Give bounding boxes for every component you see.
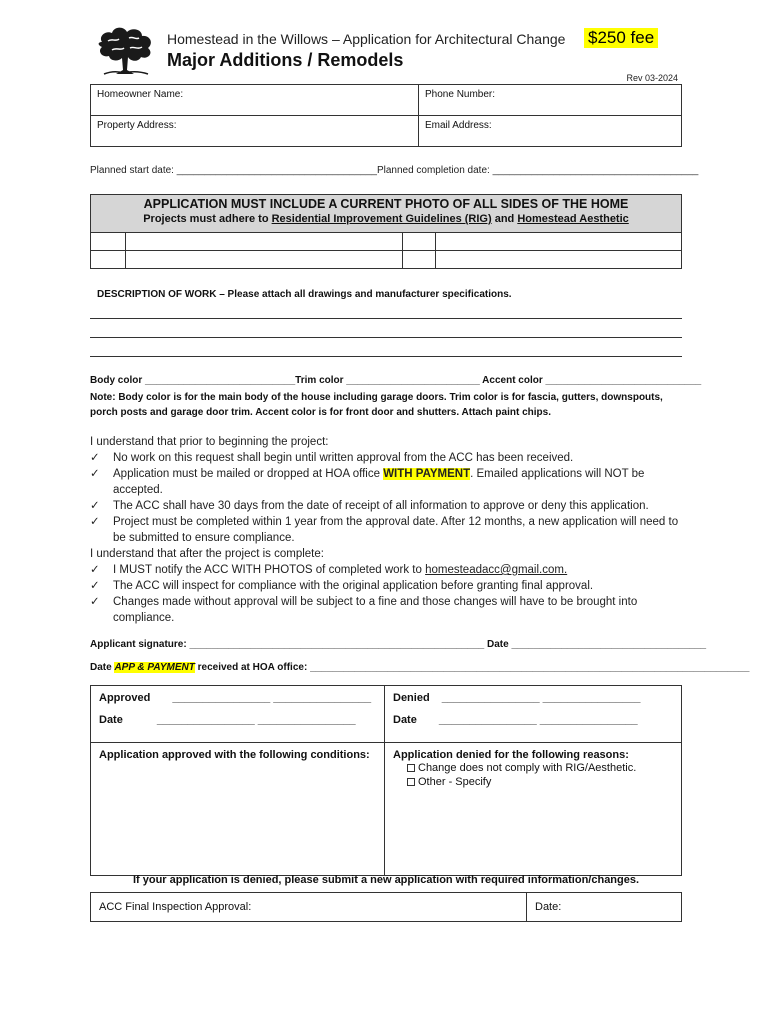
- requirements-banner: [90, 194, 682, 232]
- checkmark-icon: ✓: [90, 596, 100, 608]
- before-heading: I understand that prior to beginning the project:: [90, 436, 329, 448]
- fee-badge: $250 fee: [584, 28, 658, 48]
- approved-date-line: [99, 714, 376, 736]
- email-address-label: Email Address:: [425, 120, 492, 131]
- list-item: ✓ Changes made without approval will be subject to a fine and those changes will have to be brought into compliance.: [90, 596, 638, 624]
- homeowner-name-field[interactable]: [91, 85, 419, 116]
- final-date-label: Date:: [535, 901, 562, 913]
- property-address-label: Property Address:: [97, 120, 177, 131]
- revision-label: Rev 03-2024: [626, 73, 678, 83]
- approved-cell[interactable]: [91, 686, 385, 743]
- acc-email-link[interactable]: homesteadacc@gmail.com.: [425, 564, 568, 576]
- denied-date-label: Date: [393, 714, 417, 726]
- description-line[interactable]: [90, 356, 682, 357]
- approved-date-blanks[interactable]: ________________ ________________: [156, 714, 356, 726]
- reason-option[interactable]: Other - Specify: [407, 775, 673, 789]
- planned-dates-line[interactable]: Planned start date: ____________________________________Planned completion date: _____________________________________: [90, 165, 699, 176]
- phone-number-label: Phone Number:: [425, 89, 496, 100]
- description-line[interactable]: [90, 337, 682, 338]
- header-org-line: Homestead in the Willows – Application for Architectural Change: [167, 31, 566, 47]
- guidelines-requirement: [91, 213, 681, 225]
- denied-line: [393, 692, 673, 714]
- grid-cell[interactable]: [436, 233, 682, 251]
- after-heading: I understand that after the project is complete:: [90, 548, 324, 560]
- denied-blanks[interactable]: ________________ ________________: [441, 692, 641, 704]
- checkmark-icon: ✓: [90, 500, 100, 512]
- homeowner-info-table: [90, 84, 682, 147]
- denied-label: Denied: [393, 692, 430, 704]
- approved-blanks[interactable]: ________________ ________________: [172, 692, 372, 704]
- final-inspection-label: ACC Final Inspection Approval:: [99, 901, 252, 913]
- denied-reasons-label: Application denied for the following reasons:: [393, 749, 629, 761]
- denied-note: If your application is denied, please submit a new application with required information/changes.: [132, 874, 640, 886]
- rig-link[interactable]: Residential Improvement Guidelines (RIG): [271, 213, 492, 225]
- list-item: ✓ No work on this request shall begin until written approval from the ACC has been received.: [90, 452, 574, 464]
- checkmark-icon: ✓: [90, 468, 100, 480]
- checkmark-icon: ✓: [90, 564, 100, 576]
- email-address-field[interactable]: [419, 116, 682, 147]
- received-date-line[interactable]: Date APP & PAYMENT received at HOA office: _______________________________________________________________________________: [90, 662, 750, 673]
- checkbox-icon[interactable]: [407, 764, 415, 772]
- guidelines-prefix: Projects must adhere to: [143, 213, 272, 225]
- colors-note: Note: Body color is for the main body of the house including garage doors. Trim color is for fascia, gutters, downspouts, porch posts and garage door trim. Accent color is for front door and shutters. Attach paint chips.: [90, 392, 663, 418]
- description-label: DESCRIPTION OF WORK – Please attach all drawings and manufacturer specifications.: [97, 289, 512, 300]
- final-date-field[interactable]: [527, 893, 682, 922]
- denied-cell[interactable]: [385, 686, 682, 743]
- checkmark-icon: ✓: [90, 452, 100, 464]
- denied-date-line: [393, 714, 673, 736]
- homeowner-name-label: Homeowner Name:: [97, 89, 184, 100]
- aesthetic-link[interactable]: Homestead Aesthetic: [517, 213, 629, 225]
- list-item: ✓ Application must be mailed or dropped at HOA office WITH PAYMENT. Emailed applications will NOT be accepted.: [90, 468, 645, 496]
- terms-section: [90, 434, 682, 626]
- final-inspection-table: [90, 892, 682, 922]
- approved-label: Approved: [99, 692, 151, 704]
- property-address-field[interactable]: [91, 116, 419, 147]
- tree-logo-icon: [94, 24, 156, 76]
- checkmark-icon: ✓: [90, 580, 100, 592]
- grid-cell[interactable]: [126, 233, 403, 251]
- denied-date-blanks[interactable]: ________________ ________________: [438, 714, 638, 726]
- checkmark-icon: ✓: [90, 516, 100, 528]
- list-item: ✓ The ACC will inspect for compliance with the original application before granting final approval.: [90, 580, 594, 592]
- grid-checkbox[interactable]: [403, 251, 436, 269]
- checkbox-icon[interactable]: [407, 778, 415, 786]
- grid-cell[interactable]: [436, 251, 682, 269]
- page-title: Major Additions / Remodels: [167, 50, 404, 70]
- list-item: ✓ I MUST notify the ACC WITH PHOTOS of completed work to homesteadacc@gmail.com.: [90, 564, 568, 576]
- approved-conditions-label: Application approved with the following conditions:: [99, 749, 370, 761]
- final-inspection-field[interactable]: [91, 893, 527, 922]
- applicant-signature-line[interactable]: Applicant signature: _____________________________________________________ Date ___________________________________: [90, 639, 707, 650]
- approved-line: [99, 692, 376, 714]
- list-item: ✓ The ACC shall have 30 days from the date of receipt of all information to approve or deny this application.: [90, 500, 649, 512]
- grid-checkbox[interactable]: [91, 233, 126, 251]
- after-list: [90, 562, 682, 626]
- with-payment-highlight: WITH PAYMENT: [383, 468, 471, 480]
- colors-line[interactable]: Body color ___________________________Trim color ________________________ Accent color ____________________________: [90, 375, 702, 386]
- approved-date-label: Date: [99, 714, 123, 726]
- before-list: [90, 450, 682, 546]
- acc-decision-table: [90, 685, 682, 876]
- description-line[interactable]: [90, 318, 682, 319]
- denied-reasons-cell[interactable]: [385, 743, 682, 876]
- denied-reasons-options: [393, 761, 673, 789]
- photo-requirement: APPLICATION MUST INCLUDE A CURRENT PHOTO OF ALL SIDES OF THE HOME: [143, 197, 629, 211]
- grid-cell[interactable]: [126, 251, 403, 269]
- grid-checkbox[interactable]: [91, 251, 126, 269]
- guidelines-and: and: [491, 213, 518, 225]
- app-payment-highlight: APP & PAYMENT: [114, 662, 195, 673]
- approved-conditions-cell[interactable]: [91, 743, 385, 876]
- grid-checkbox[interactable]: [403, 233, 436, 251]
- list-item: ✓ Project must be completed within 1 year from the approval date. After 12 months, a new application will need to be submitted to ensure compliance.: [90, 516, 679, 544]
- reason-option[interactable]: Change does not comply with RIG/Aesthetic.: [407, 761, 673, 775]
- checkbox-grid: [90, 232, 682, 269]
- phone-number-field[interactable]: [419, 85, 682, 116]
